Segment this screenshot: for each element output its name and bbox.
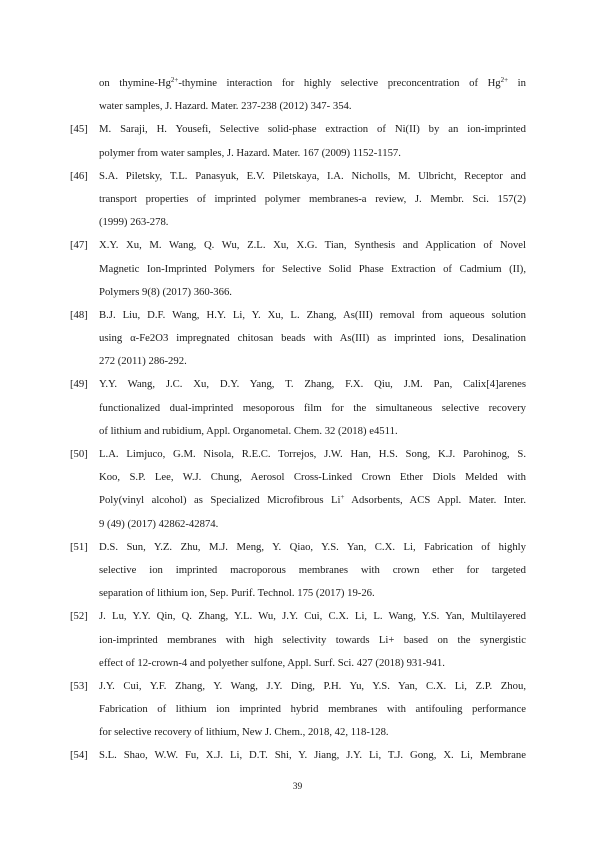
text-segment: ion-imprinted membranes with high selectivity towards Li+ based on the synergistic bbox=[99, 633, 526, 646]
reference-line bbox=[99, 118, 526, 141]
reference-line bbox=[99, 327, 526, 350]
text-segment: J.Y. Cui, Y.F. Zhang, Y. Wang, J.Y. Ding, P.H. Yu, Y.S. Yan, C.X. Li, Z.P. Zhou, bbox=[99, 679, 526, 692]
text-segment: on thymine-Hg bbox=[99, 77, 171, 89]
reference-line bbox=[99, 675, 526, 698]
text-segment: polymer from water samples, J. Hazard. Mater. 167 (2009) 1152-1157. bbox=[99, 146, 401, 159]
text-segment: selective ion imprinted macroporous membranes with crown ether for targeted bbox=[99, 563, 526, 576]
reference-line bbox=[99, 443, 526, 466]
reference-line bbox=[99, 652, 526, 675]
text-segment: of lithium and rubidium, Appl. Organometal. Chem. 32 (2018) e4511. bbox=[99, 424, 398, 437]
superscript: 2+ bbox=[500, 76, 509, 84]
text-segment: functionalized dual-imprinted mesoporous film for the simultaneous selective recovery bbox=[99, 401, 526, 414]
reference-line bbox=[99, 397, 526, 420]
reference-line bbox=[99, 536, 526, 559]
reference-line bbox=[99, 721, 526, 744]
reference-line bbox=[99, 188, 526, 211]
text-segment: D.S. Sun, Y.Z. Zhu, M.J. Meng, Y. Qiao, Y.S. Yan, C.X. Li, Fabrication of highly bbox=[99, 540, 526, 553]
superscript: + bbox=[340, 493, 345, 502]
reference-text bbox=[99, 165, 526, 235]
reference-entry bbox=[70, 234, 526, 304]
reference-number: [51] bbox=[70, 540, 88, 553]
text-segment: B.J. Liu, D.F. Wang, H.Y. Li, Y. Xu, L. Zhang, As(III) removal from aqueous solution bbox=[99, 308, 526, 321]
reference-line bbox=[99, 629, 526, 652]
text-segment: Koo, S.P. Lee, W.J. Chung, Aerosol Cross-Linked Crown Ether Diols Melded with bbox=[99, 471, 526, 484]
reference-line bbox=[99, 350, 526, 373]
reference-entry bbox=[70, 443, 526, 536]
reference-number: [54] bbox=[70, 749, 88, 762]
reference-text bbox=[99, 373, 526, 443]
text-segment: separation of lithium ion, Sep. Purif. Technol. 175 (2017) 19-26. bbox=[99, 587, 375, 600]
reference-number: [52] bbox=[70, 610, 88, 623]
reference-line bbox=[99, 582, 526, 605]
reference-text bbox=[99, 744, 526, 767]
text-segment: M. Saraji, H. Yousefi, Selective solid-phase extraction of Ni(II) by an ion-imprinted bbox=[99, 123, 526, 136]
reference-number: [45] bbox=[70, 123, 88, 136]
reference-line bbox=[99, 72, 526, 95]
reference-text bbox=[99, 234, 526, 304]
reference-line bbox=[99, 95, 526, 118]
text-segment: for selective recovery of lithium, New J. Chem., 2018, 42, 118-128. bbox=[99, 726, 389, 739]
reference-line bbox=[99, 513, 526, 536]
reference-entry bbox=[70, 373, 526, 443]
text-segment: transport properties of imprinted polymer membranes-a review, J. Membr. Sci. 157(2) bbox=[99, 192, 526, 205]
reference-line bbox=[99, 165, 526, 188]
reference-line bbox=[99, 744, 526, 767]
reference-line bbox=[99, 304, 526, 327]
text-segment: S.A. Piletsky, T.L. Panasyuk, E.V. Piletskaya, I.A. Nicholls, M. Ulbricht, Receptor and bbox=[99, 169, 526, 182]
reference-line bbox=[99, 258, 526, 281]
reference-text bbox=[99, 118, 526, 164]
reference-entry bbox=[70, 118, 526, 164]
text-segment: water samples, J. Hazard. Mater. 237-238 (2012) 347- 354. bbox=[99, 100, 352, 113]
text-segment: Poly(vinyl alcohol) as Specialized Microfibrous Li bbox=[99, 494, 341, 507]
reference-number: [50] bbox=[70, 448, 88, 460]
text-segment: Fabrication of lithium ion imprinted hybrid membranes with antifouling performance bbox=[99, 703, 526, 716]
reference-line bbox=[99, 489, 526, 512]
text-segment: Y.Y. Wang, J.C. Xu, D.Y. Yang, T. Zhang, F.X. Qiu, J.M. Pan, Calix[4]arenes bbox=[99, 378, 526, 391]
superscript: 2+ bbox=[170, 76, 179, 84]
text-segment: L.A. Limjuco, G.M. Nisola, R.E.C. Torrejos, J.W. Han, H.S. Song, K.J. Parohinog, S. bbox=[99, 448, 526, 460]
reference-line bbox=[99, 466, 526, 489]
reference-entry bbox=[70, 304, 526, 374]
reference-line bbox=[99, 373, 526, 396]
text-segment: Polymers 9(8) (2017) 360-366. bbox=[99, 285, 232, 298]
reference-number: [48] bbox=[70, 308, 88, 321]
reference-entry bbox=[70, 605, 526, 675]
text-segment: using α-Fe2O3 impregnated chitosan beads with As(III) as imprinted ions, Desalination bbox=[99, 332, 526, 345]
text-segment: in bbox=[508, 77, 526, 89]
reference-number: [53] bbox=[70, 679, 88, 692]
reference-line bbox=[99, 698, 526, 721]
text-segment: J. Lu, Y.Y. Qin, Q. Zhang, Y.L. Wu, J.Y. Cui, C.X. Li, L. Wang, Y.S. Yan, Multilayered bbox=[99, 610, 526, 623]
reference-number: [49] bbox=[70, 378, 88, 391]
text-segment: X.Y. Xu, M. Wang, Q. Wu, Z.L. Xu, X.G. Tian, Synthesis and Application of Novel bbox=[99, 239, 526, 252]
reference-number: [47] bbox=[70, 239, 88, 252]
reference-line bbox=[99, 559, 526, 582]
reference-line bbox=[99, 605, 526, 628]
reference-text bbox=[99, 536, 526, 606]
reference-line bbox=[99, 420, 526, 443]
text-segment: Adsorbents, ACS Appl. Mater. Inter. bbox=[344, 494, 526, 507]
reference-text bbox=[99, 443, 526, 536]
reference-list bbox=[70, 72, 526, 768]
reference-line bbox=[99, 142, 526, 165]
reference-line bbox=[99, 211, 526, 234]
text-segment: effect of 12-crown-4 and polyether sulfone, Appl. Surf. Sci. 427 (2018) 931-941. bbox=[99, 656, 445, 669]
text-segment: 272 (2011) 286-292. bbox=[99, 355, 187, 368]
reference-text bbox=[99, 304, 526, 374]
reference-text bbox=[99, 605, 526, 675]
reference-number: [46] bbox=[70, 169, 88, 182]
reference-entry bbox=[70, 536, 526, 606]
text-segment: S.L. Shao, W.W. Fu, X.J. Li, D.T. Shi, Y. Jiang, J.Y. Li, T.J. Gong, X. Li, Membrane bbox=[99, 749, 526, 762]
text-segment: Magnetic Ion-Imprinted Polymers for Selective Solid Phase Extraction of Cadmium (II), bbox=[99, 262, 526, 275]
text-segment: (1999) 263-278. bbox=[99, 216, 169, 229]
text-segment: 9 (49) (2017) 42862-42874. bbox=[99, 517, 219, 530]
reference-entry bbox=[70, 744, 526, 767]
text-segment: -thymine interaction for highly selective preconcentration of Hg bbox=[178, 77, 501, 89]
reference-entry bbox=[70, 675, 526, 745]
reference-text bbox=[99, 675, 526, 745]
reference-line bbox=[99, 281, 526, 304]
reference-line bbox=[99, 234, 526, 257]
reference-entry bbox=[70, 165, 526, 235]
page-number: 39 bbox=[292, 782, 303, 792]
reference-continuation bbox=[70, 72, 526, 118]
